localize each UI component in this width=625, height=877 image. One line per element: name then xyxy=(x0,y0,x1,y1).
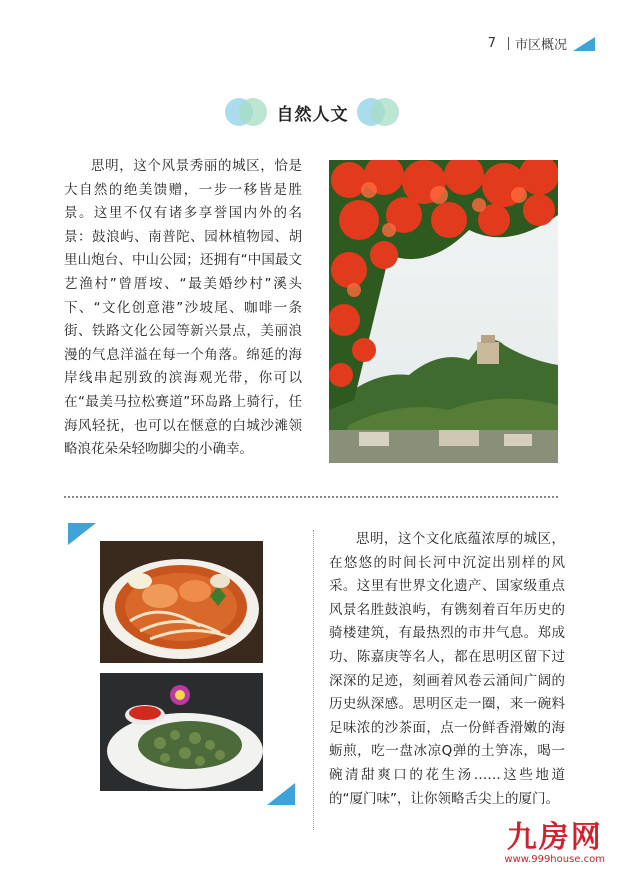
section-title: 市区概况 xyxy=(514,38,567,53)
bubbles-right-icon xyxy=(357,98,401,126)
watermark-url: www.999house.com xyxy=(504,854,605,865)
page-header xyxy=(488,34,595,53)
section-heading xyxy=(0,98,625,126)
heading-title: 自然人文 xyxy=(276,104,349,125)
corner-triangle-icon xyxy=(267,783,295,805)
site-watermark xyxy=(504,822,605,865)
header-divider xyxy=(508,37,509,50)
jelly-dish-photo xyxy=(100,673,263,791)
shacha-noodle-photo xyxy=(100,541,263,663)
watermark-logo: 九房网 xyxy=(506,820,603,855)
section-divider xyxy=(64,496,558,498)
page-number: 7 xyxy=(487,36,496,51)
nature-paragraph: 思明，这个风景秀丽的城区，恰是大自然的绝美馈赠，一步一移皆是胜景。这里不仅有诸多享誉国内外的名景：鼓浪屿、南普陀、园林植物园、胡里山炮台、中山公园；还拥有“中国最文艺渔村”曾厝垵、“最美婚纱村”溪头下、“文化创意港”沙坡尾、咖啡一条街、铁路文化公园等新兴景点，美丽浪漫的气息洋溢在每一个角落。绵延的海岸线串起别致的滨海观光带，你可以在“最美马拉松赛道”环岛路上骑行，任海风轻抚，也可以在惬意的白城沙滩领略浪花朵朵轻吻脚尖的小确幸。 xyxy=(64,158,302,458)
culture-paragraph: 思明，这个文化底蕴浓厚的城区，在悠悠的时间长河中沉淀出别样的风采。这里有世界文化遗产、国家级重点风景名胜鼓浪屿，有镌刻着百年历史的骑楼建筑，有最热烈的市井气息。郑成功、陈嘉庚等名人，都在思明区留下过深深的足迹，刻画着风卷云涌间广阔的历史纵深感。思明区走一圈，来一碗料足味浓的沙茶面，点一份鲜香滑嫩的海蛎煎，吃一盘冰凉Q弹的土笋冻，喝一碗清甜爽口的花生汤……这些地道的“厦门味”，让你领略舌尖上的厦门。 xyxy=(329,531,565,807)
header-triangle-icon xyxy=(573,37,595,51)
bubbles-left-icon xyxy=(225,98,269,126)
column-divider xyxy=(313,530,314,830)
flame-tree-photo xyxy=(329,160,558,463)
corner-triangle-icon xyxy=(68,523,96,545)
